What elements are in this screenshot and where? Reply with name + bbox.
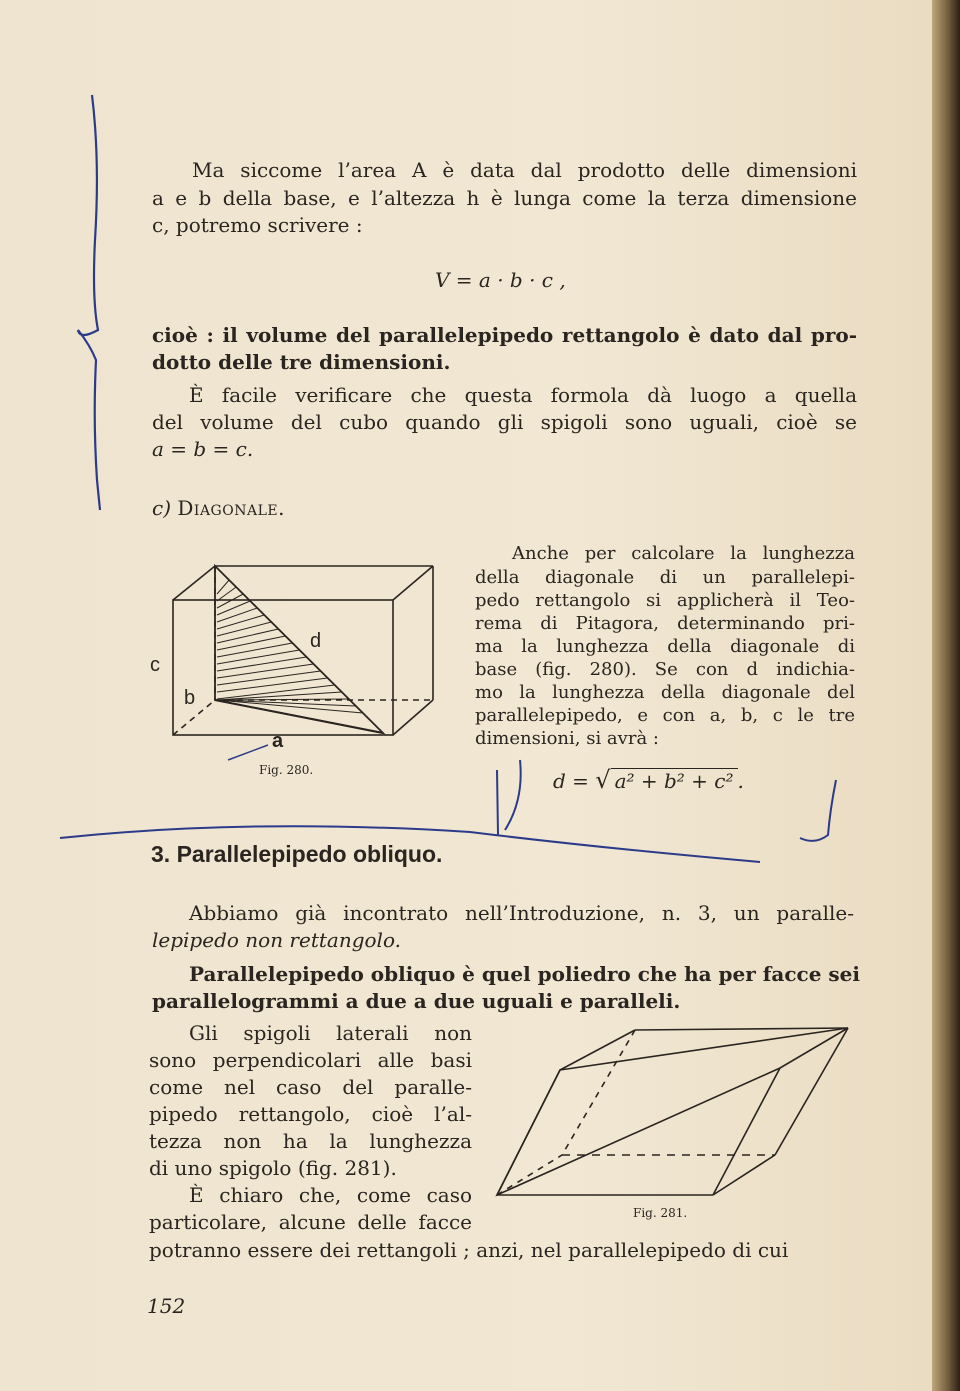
theorem-line-1: cioè : il volume del parallelepipedo rettangolo è dato dal pro- [152, 323, 857, 347]
diagonal-text-line: dimensioni, si avrà : [475, 728, 659, 749]
formula-radicand: a² + b² + c² [611, 768, 738, 793]
volume-formula: V = a · b · c , [435, 268, 566, 292]
definition-line-2: parallelogrammi a due a due uguali e paralleli. [152, 989, 681, 1013]
fig280-label-d: d [310, 630, 322, 652]
lateral-text-line: Gli spigoli laterali non [189, 1021, 472, 1045]
fig281-caption: Fig. 281. [633, 1206, 688, 1220]
oblique-intro-line-2: lepipedo non rettangolo. [152, 928, 401, 952]
fig280-caption: Fig. 280. [259, 763, 314, 777]
diagonal-formula: d = √ a² + b² + c² . [553, 766, 744, 794]
diagonal-text-line: Anche per calcolare la lunghezza [512, 543, 855, 564]
diagonal-text-line: della diagonale di un parallelepi- [475, 567, 855, 588]
intro-line-1: Ma siccome l’area A è data dal prodotto delle dimensioni [192, 158, 857, 182]
intro-line-2: a e b della base, e l’altezza h è lunga come la terza dimensione [152, 186, 857, 210]
lateral-text-line: sono perpendicolari alle basi [149, 1048, 472, 1072]
cube-note-line-2: del volume del cubo quando gli spigoli sono uguali, cioè se [152, 410, 857, 434]
diagonal-text-line: rema di Pitagora, determinando pri- [475, 613, 855, 634]
last-line: potranno essere dei rettangoli ; anzi, nel parallelepipedo di cui [149, 1238, 789, 1262]
intro-line-3: c, potremo scrivere : [152, 213, 363, 237]
definition-line-1: Parallelepipedo obliquo è quel poliedro che ha per facce sei [189, 962, 860, 986]
cube-note-line-3: a = b = c. [152, 437, 254, 461]
theorem-line-2: dotto delle tre dimensioni. [152, 350, 451, 374]
lateral-text-line: pipedo rettangolo, cioè l’al- [149, 1102, 472, 1126]
fig280-label-c: c [150, 654, 160, 676]
diagonal-text-line: mo la lunghezza della diagonale del [475, 682, 855, 703]
fig280-label-a: a [272, 730, 284, 752]
diagonal-text-line: base (fig. 280). Se con d indichia- [475, 659, 855, 680]
formula-lhs: d = [553, 769, 596, 793]
section-3-heading: 3. Parallelepipedo obliquo. [151, 841, 443, 867]
lateral-text-line: tezza non ha la lunghezza [149, 1129, 472, 1153]
page-number: 152 [147, 1294, 186, 1318]
formula-end: . [737, 769, 744, 793]
lateral-text-line: come nel caso del paralle- [149, 1075, 472, 1099]
diagonal-text-line: parallelepipedo, e con a, b, c le tre [475, 705, 855, 726]
cube-note-line-1: È facile verificare che questa formola dà luogo a quella [189, 383, 857, 407]
lateral-text-line: particolare, alcune delle facce [149, 1210, 472, 1234]
diagonal-text-line: ma la lunghezza della diagonale di [475, 636, 855, 657]
oblique-intro-text-1: Abbiamo già incontrato nell’Introduzione, n. 3, un paralle- [189, 901, 854, 925]
fig280-label-b: b [184, 687, 196, 709]
section-c-marker: c) [152, 496, 172, 520]
section-c-title: Diagonale. [177, 496, 285, 520]
lateral-text-line: È chiaro che, come caso [189, 1183, 472, 1207]
diagonal-text-line: pedo rettangolo si applicherà il Teo- [475, 590, 855, 611]
lateral-text-line: di uno spigolo (fig. 281). [149, 1156, 397, 1180]
